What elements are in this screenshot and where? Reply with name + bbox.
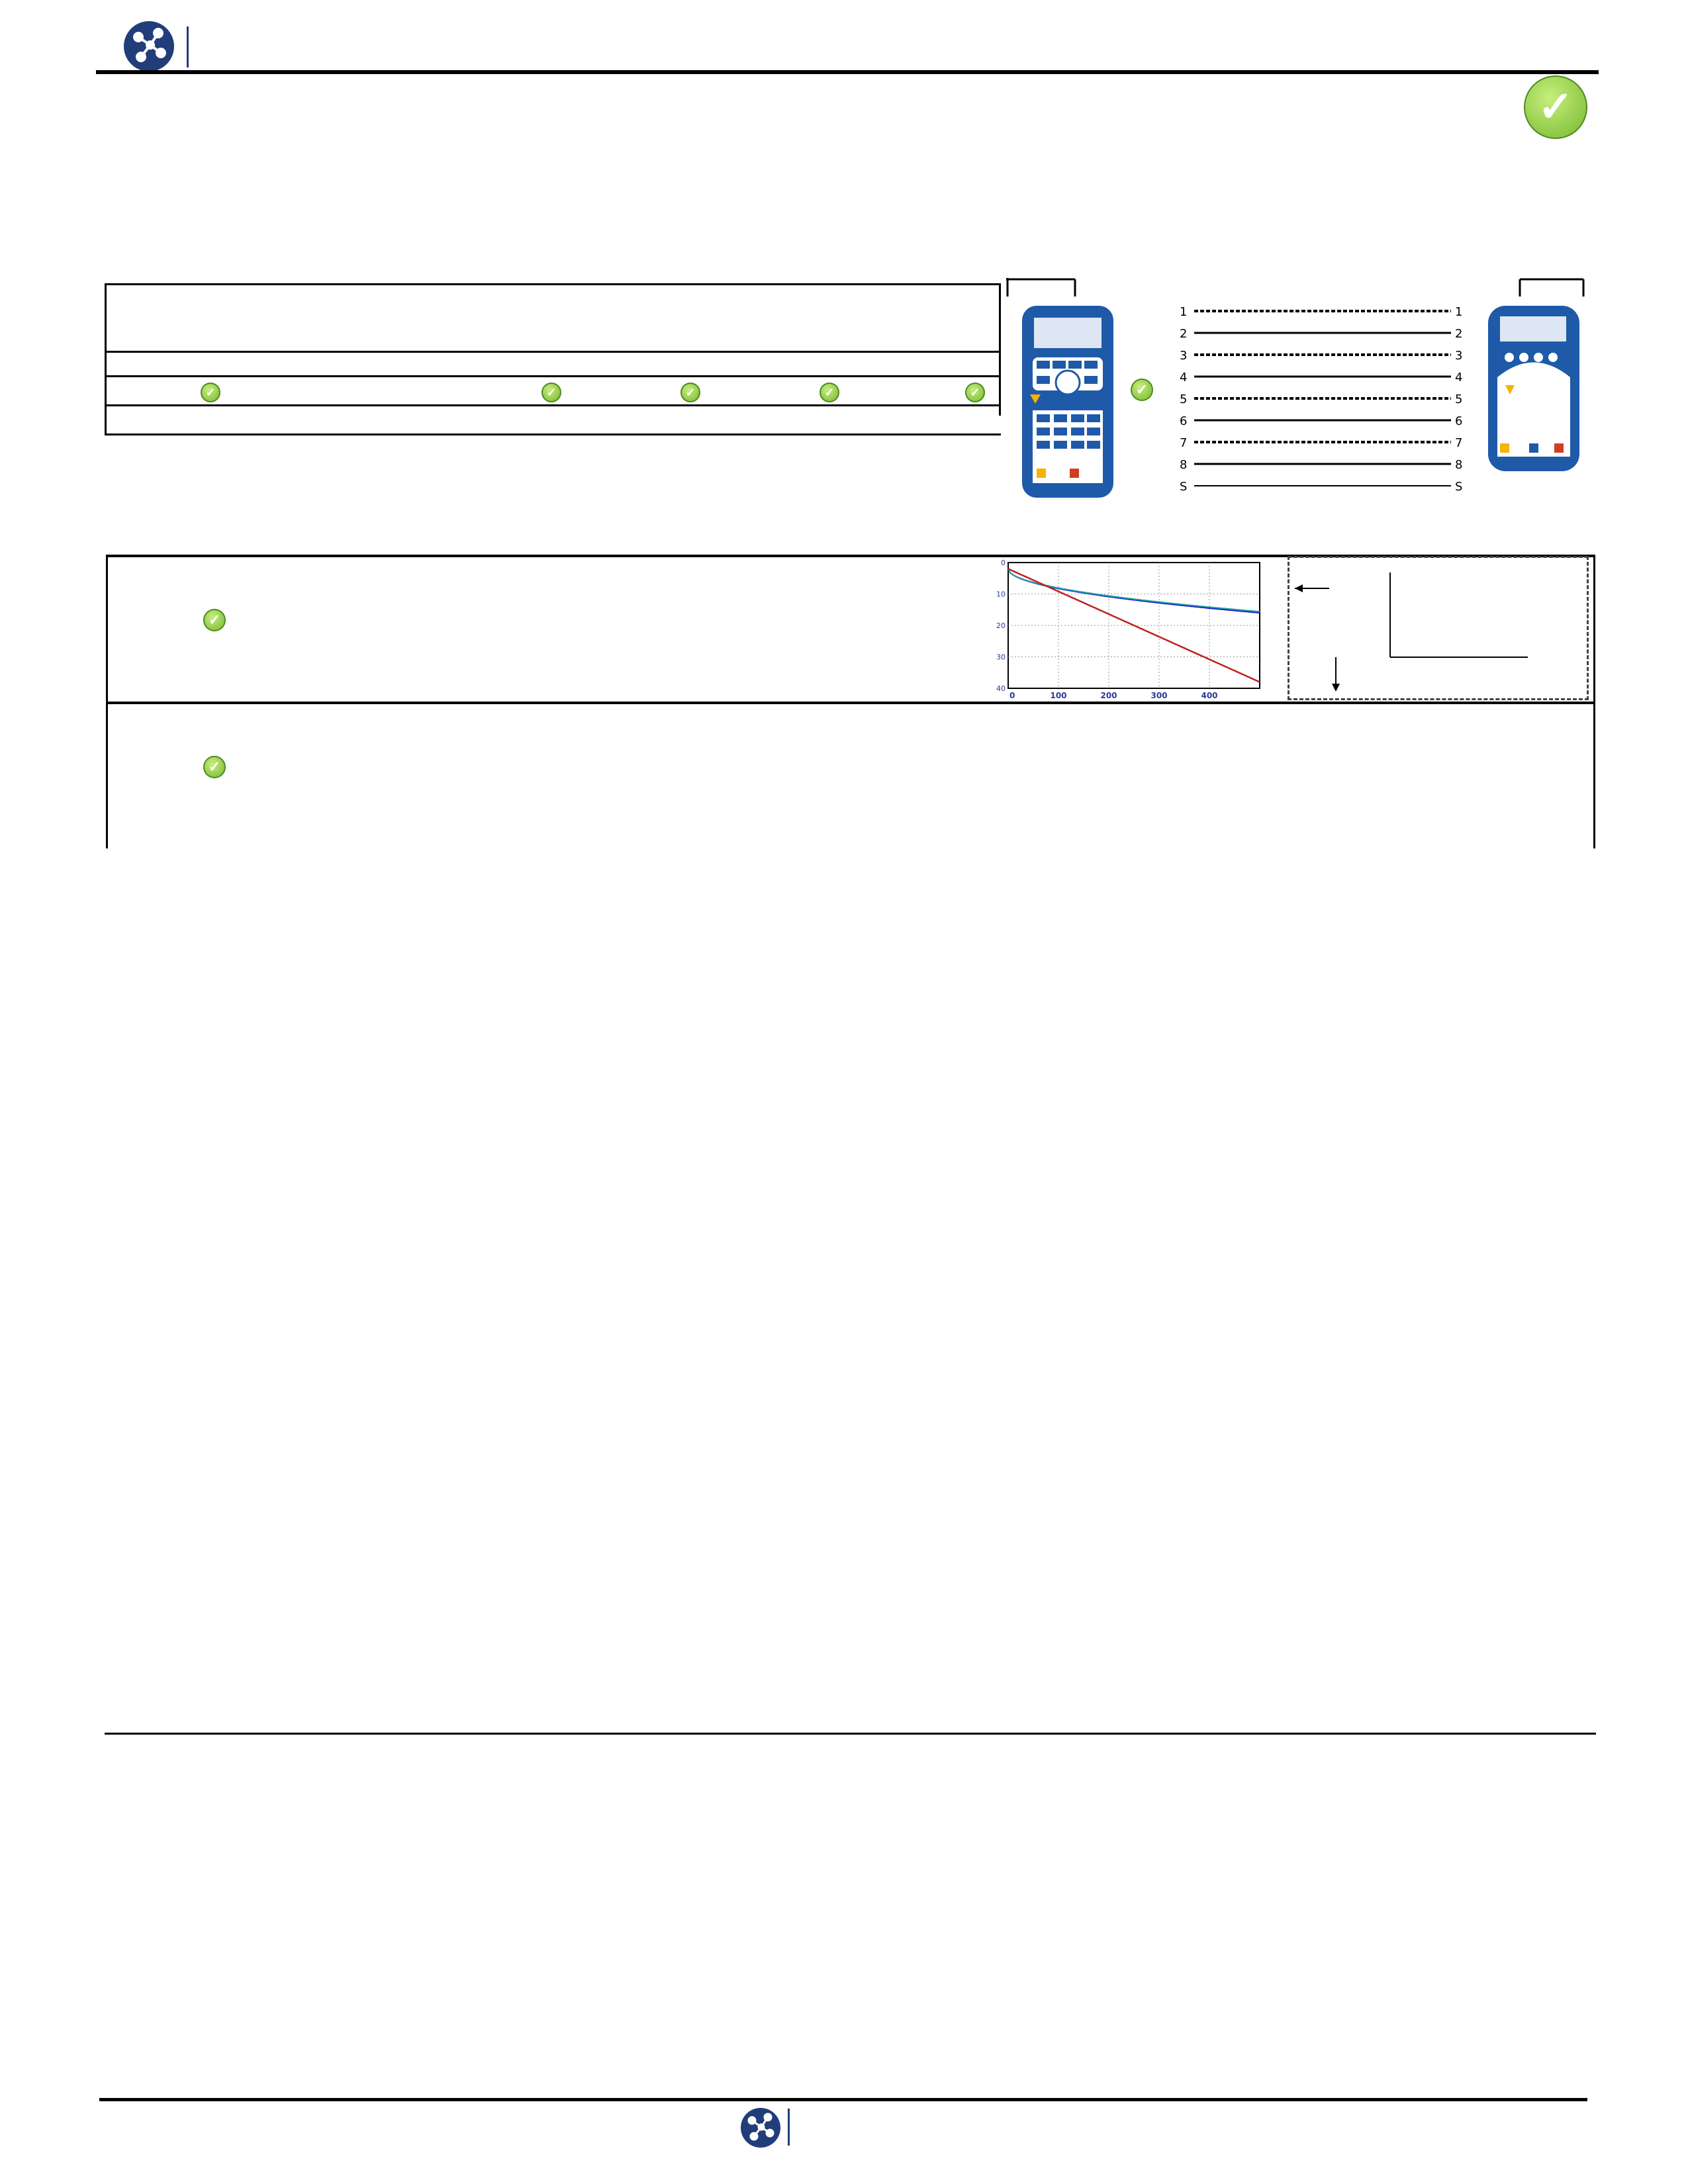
pass-check-icon: ✓	[203, 756, 226, 778]
plot-x-tick: 400	[1201, 691, 1218, 700]
plot-x-tick: 100	[1050, 691, 1067, 700]
wiremap-pin-right: 3	[1455, 349, 1463, 363]
wiremap-pin-left: 4	[1180, 371, 1188, 385]
wiremap-pin-left: S	[1180, 480, 1188, 494]
pass-check-icon: ✓	[965, 383, 985, 402]
graph-legend	[1288, 556, 1589, 700]
result-section	[106, 702, 1595, 848]
wiremap-pin-right: 2	[1455, 327, 1463, 341]
wiremap-pin-left: 3	[1180, 349, 1188, 363]
wiremap-pin-right: 1	[1455, 305, 1463, 319]
legend-arrows-icon	[1289, 558, 1591, 702]
plot-x-tick: 300	[1150, 691, 1168, 700]
wiremap-diagram	[1001, 278, 1597, 510]
wiremap-pin-left: 8	[1180, 458, 1188, 472]
plot-y-tick: 10	[996, 590, 1006, 599]
plot-y-tick: 20	[996, 621, 1006, 630]
wiremap-pin-right: 4	[1455, 371, 1463, 385]
pass-check-icon: ✓	[201, 383, 220, 402]
plot-y-tick: 40	[996, 684, 1006, 693]
plot-x-tick: 200	[1100, 691, 1117, 700]
plot-y-tick: 0	[1001, 560, 1006, 567]
wiremap-pin-right: 5	[1455, 392, 1463, 406]
wiremap-pin-left: 7	[1180, 436, 1188, 450]
wiremap-pin-right: 6	[1455, 414, 1463, 428]
network-logo-icon	[740, 2107, 781, 2148]
pass-check-icon: ✓	[820, 383, 839, 402]
wiremap-pin-left: 1	[1180, 305, 1188, 319]
wiremap	[1001, 278, 1597, 510]
brand-logo	[122, 20, 175, 73]
wiremap-pin-left: 5	[1180, 392, 1188, 406]
wiremap-pin-left: 6	[1180, 414, 1188, 428]
summary-table	[105, 283, 1001, 435]
wiremap-pin-right: 7	[1455, 436, 1463, 450]
pass-check-icon: ✓	[1524, 75, 1587, 139]
plot-x-tick: 0	[1009, 691, 1015, 700]
wiremap-pass-icon: ✓	[1131, 379, 1153, 401]
plot-y-tick: 30	[996, 653, 1006, 662]
frequency-plot	[988, 560, 1280, 707]
pass-check-icon: ✓	[203, 609, 226, 631]
wiremap-pin-right: 8	[1455, 458, 1463, 472]
wiremap-pin-right: S	[1455, 480, 1463, 494]
pass-check-icon: ✓	[541, 383, 561, 402]
footer-logo	[740, 2107, 781, 2148]
pass-check-icon: ✓	[680, 383, 700, 402]
wiremap-pin-left: 2	[1180, 327, 1188, 341]
network-logo-icon	[122, 20, 175, 73]
